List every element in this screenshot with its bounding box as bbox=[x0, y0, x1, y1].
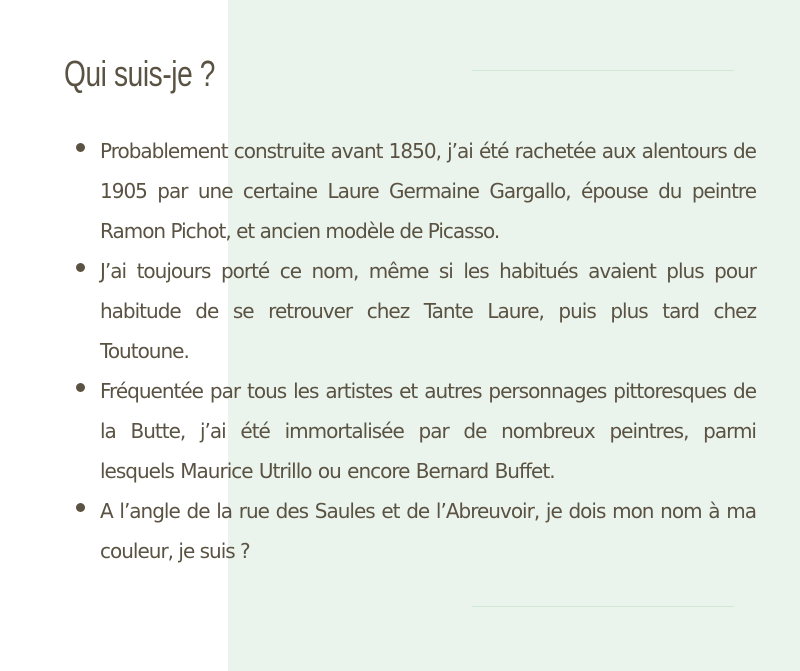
list-item bbox=[100, 371, 756, 491]
bullet-dot-icon bbox=[76, 383, 85, 392]
bullet-dot-icon bbox=[76, 503, 85, 512]
bottom-divider-line bbox=[472, 606, 734, 607]
clue-text: Probablement construite avant 1850, j’ai été rachetée aux alentours de 1905 par une certaine Laure Germaine Gargallo, épouse du peintre Ramon Pichot, et ancien modèle de Picasso. bbox=[100, 139, 756, 243]
bullet-dot-icon bbox=[76, 263, 85, 272]
list-item bbox=[100, 491, 756, 571]
clue-list bbox=[100, 131, 756, 571]
clue-text: A l’angle de la rue des Saules et de l’Abreuvoir, je dois mon nom à ma couleur, je suis ? bbox=[100, 499, 756, 563]
clue-text: J’ai toujours porté ce nom, même si les habitués avaient plus pour habitude de se retrouver chez Tante Laure, puis plus tard chez Toutoune. bbox=[100, 259, 756, 363]
top-divider-line bbox=[472, 70, 734, 71]
list-item bbox=[100, 131, 756, 251]
bullet-dot-icon bbox=[76, 143, 85, 152]
page-title: Qui suis-je ? bbox=[64, 53, 215, 94]
clue-text: Fréquentée par tous les artistes et autres personnages pittoresques de la Butte, j’ai été immortalisée par de nombreux peintres, parmi lesquels Maurice Utrillo ou encore Bernard Buffet. bbox=[100, 379, 756, 483]
list-item bbox=[100, 251, 756, 371]
